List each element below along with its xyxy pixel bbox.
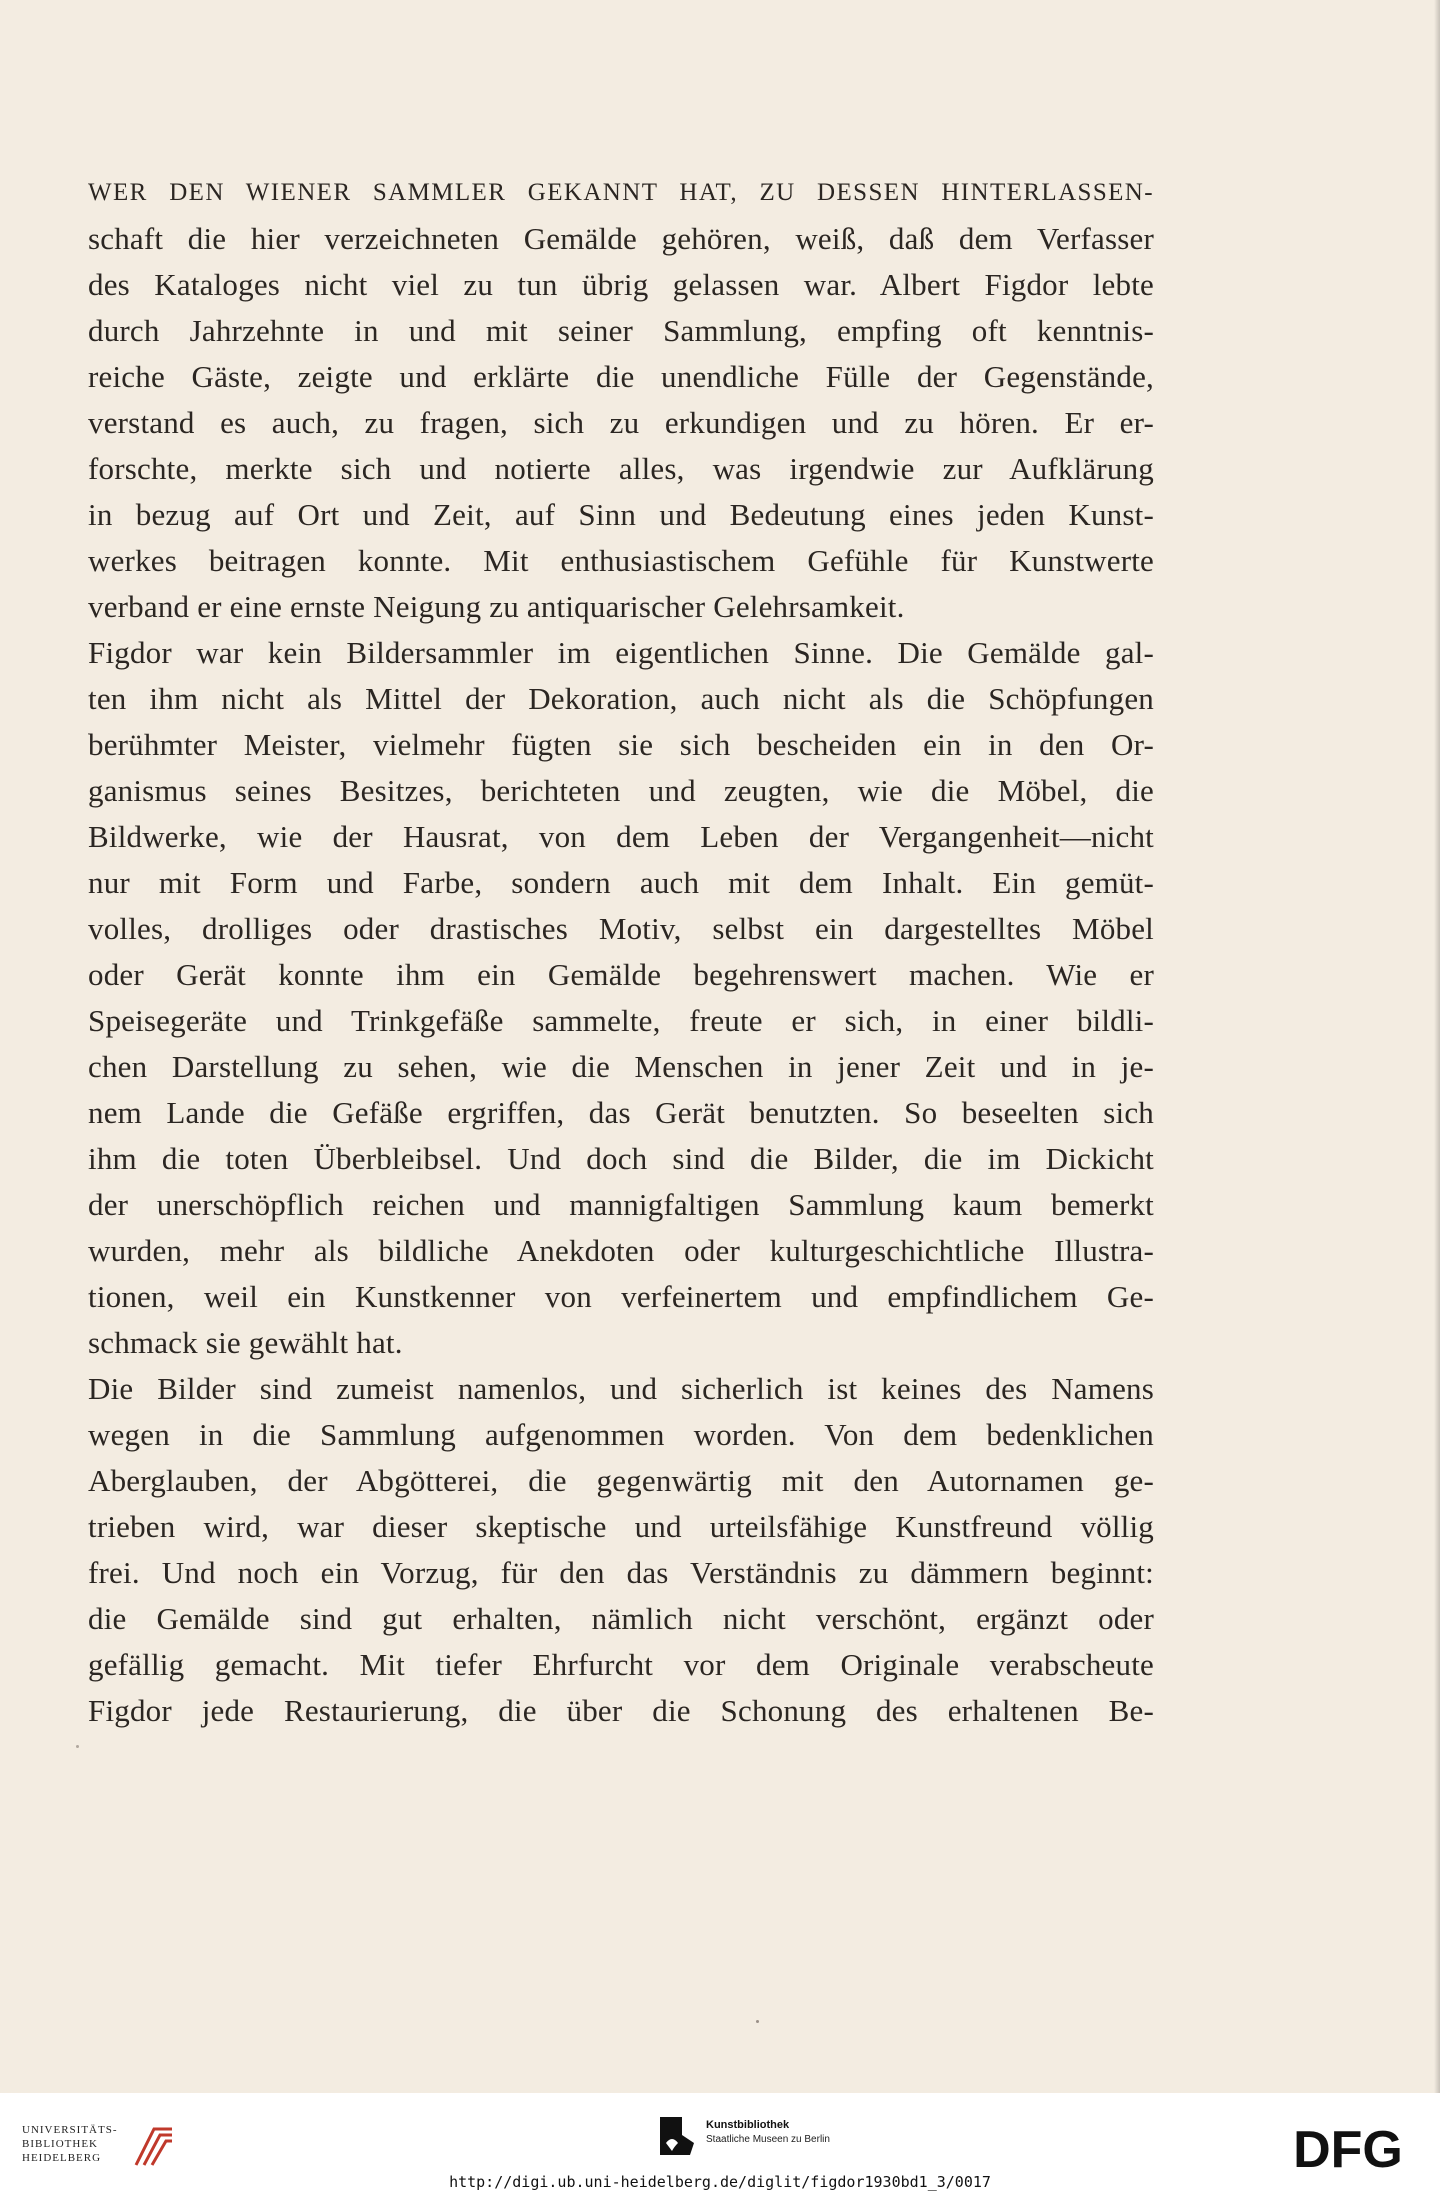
text-line: Speisegeräte und Trinkgefäße sammelte, freute er sich, in einer bildli- xyxy=(88,1003,1154,1038)
university-logo-text xyxy=(22,2123,118,2165)
margin-speck xyxy=(76,1745,79,1748)
text-line: die Gemälde sind gut erhalten, nämlich nicht verschönt, ergänzt oder xyxy=(88,1601,1154,1636)
text-line: Figdor war kein Bildersammler im eigentlichen Sinne. Die Gemälde gal- xyxy=(88,635,1154,670)
text-line: berühmter Meister, vielmehr fügten sie sich bescheiden ein in den Or- xyxy=(88,727,1154,762)
text-line: ganismus seines Besitzes, berichteten und zeugten, wie die Möbel, die xyxy=(88,773,1154,808)
text-line: Figdor jede Restaurierung, die über die Schonung des erhaltenen Be- xyxy=(88,1693,1154,1728)
text-line: verstand es auch, zu fragen, sich zu erkundigen und zu hören. Er er- xyxy=(88,405,1154,440)
dfg-logo[interactable] xyxy=(1278,2121,1418,2177)
text-line: ten ihm nicht als Mittel der Dekoration, auch nicht als die Schöpfungen xyxy=(88,681,1154,716)
text-line: Die Bilder sind zumeist namenlos, und sicherlich ist keines des Namens xyxy=(88,1371,1154,1406)
heidelberg-university-library-logo[interactable] xyxy=(22,2123,182,2173)
text-line: forschte, merkte sich und notierte alles, was irgendwie zur Aufklärung xyxy=(88,451,1154,486)
text-line: nur mit Form und Farbe, sondern auch mit dem Inhalt. Ein gemüt- xyxy=(88,865,1154,900)
text-line: in bezug auf Ort und Zeit, auf Sinn und Bedeutung eines jeden Kunst- xyxy=(88,497,1154,532)
text-line: Bildwerke, wie der Hausrat, von dem Leben der Vergangenheit—nicht xyxy=(88,819,1154,854)
text-line: wurden, mehr als bildliche Anekdoten oder kulturgeschichtliche Illustra- xyxy=(88,1233,1154,1268)
text-line: trieben wird, war dieser skeptische und urteilsfähige Kunstfreund völlig xyxy=(88,1509,1154,1544)
text-line: gefällig gemacht. Mit tiefer Ehrfurcht vor dem Originale verabscheute xyxy=(88,1647,1154,1682)
text-line: volles, drolliges oder drastisches Motiv, selbst ein dargestelltes Möbel xyxy=(88,911,1154,946)
text-line: WER DEN WIENER SAMMLER GEKANNT HAT, ZU DESSEN HINTERLASSEN- xyxy=(88,179,1154,206)
text-line: des Kataloges nicht viel zu tun übrig gelassen war. Albert Figdor lebte xyxy=(88,267,1154,302)
dfg-logo-text: DFG xyxy=(1293,2121,1403,2177)
text-line: durch Jahrzehnte in und mit seiner Sammlung, empfing oft kenntnis- xyxy=(88,313,1154,348)
university-logo-line: BIBLIOTHEK xyxy=(22,2138,98,2150)
text-line: der unerschöpflich reichen und mannigfaltigen Sammlung kaum bemerkt xyxy=(88,1187,1154,1222)
text-line: reiche Gäste, zeigte und erklärte die unendliche Fülle der Gegenstände, xyxy=(88,359,1154,394)
text-line: ihm die toten Überbleibsel. Und doch sind die Bilder, die im Dickicht xyxy=(88,1141,1154,1176)
text-line: tionen, weil ein Kunstkenner von verfeinertem und empfindlichem Ge- xyxy=(88,1279,1154,1314)
kunstbibliothek-title: Kunstbibliothek xyxy=(706,2119,790,2131)
text-line: chen Darstellung zu sehen, wie die Menschen in jener Zeit und in je- xyxy=(88,1049,1154,1084)
text-line: nem Lande die Gefäße ergriffen, das Gerät benutzten. So beseelten sich xyxy=(88,1095,1154,1130)
text-line: frei. Und noch ein Vorzug, für den das Verständnis zu dämmern beginnt: xyxy=(88,1555,1154,1590)
text-line: Aberglauben, der Abgötterei, die gegenwärtig mit den Autornamen ge- xyxy=(88,1463,1154,1498)
body-text xyxy=(88,170,1154,1734)
eagle-emblem-icon xyxy=(660,2117,696,2155)
text-line: verband er eine ernste Neigung zu antiquarischer Gelehrsamkeit. xyxy=(88,589,905,624)
university-emblem-icon xyxy=(132,2123,178,2171)
text-line: werkes beitragen konnte. Mit enthusiastischem Gefühle für Kunstwerte xyxy=(88,543,1154,578)
source-url-link[interactable]: http://digi.ub.uni-heidelberg.de/diglit/figdor1930bd1_3/0017 xyxy=(449,2173,991,2191)
university-logo-line: HEIDELBERG xyxy=(22,2152,102,2164)
kunstbibliothek-logo[interactable] xyxy=(660,2107,860,2159)
text-line: wegen in die Sammlung aufgenommen worden. Von dem bedenklichen xyxy=(88,1417,1154,1452)
viewer-footer xyxy=(0,2093,1440,2198)
text-line: schmack sie gewählt hat. xyxy=(88,1325,403,1360)
text-line: schaft die hier verzeichneten Gemälde gehören, weiß, daß dem Verfasser xyxy=(88,221,1154,256)
university-logo-line: UNIVERSITÄTS- xyxy=(22,2124,118,2136)
page-speck xyxy=(756,2020,759,2023)
text-line: oder Gerät konnte ihm ein Gemälde begehrenswert machen. Wie er xyxy=(88,957,1154,992)
kunstbibliothek-subtitle: Staatliche Museen zu Berlin xyxy=(706,2134,830,2145)
